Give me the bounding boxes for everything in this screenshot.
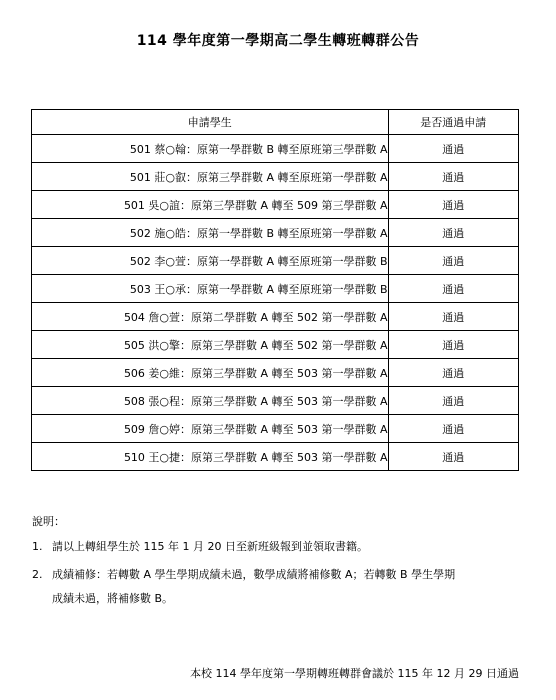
- row-status: 通過: [388, 359, 518, 387]
- footer-approval-note: 本校 114 學年度第一學期轉班轉群會議於 115 年 12 月 29 日通過: [190, 667, 519, 680]
- transfer-table: [31, 109, 519, 471]
- note-text-continued: 成績未過，將補修數 B。: [52, 592, 174, 605]
- row-student: 508 張○程：原第三學群數 A 轉至 503 第一學群數 A: [32, 387, 389, 415]
- row-status: 通過: [388, 191, 518, 219]
- table-row: [32, 331, 519, 359]
- table-row: [32, 359, 519, 387]
- row-status: 通過: [388, 443, 518, 471]
- table-row: [32, 191, 519, 219]
- row-student: 510 王○捷：原第三學群數 A 轉至 503 第一學群數 A: [32, 443, 389, 471]
- row-status: 通過: [388, 135, 518, 163]
- note-line: [32, 535, 522, 559]
- row-student: 501 吳○誼：原第三學群數 A 轉至 509 第三學群數 A: [32, 191, 389, 219]
- row-student: 505 洪○擎：原第三學群數 A 轉至 502 第一學群數 A: [32, 331, 389, 359]
- note-text: 成績補修：若轉數 A 學生學期成績未過，數學成績將補修數 A；若轉數 B 學生學期: [52, 568, 456, 581]
- row-status: 通過: [388, 303, 518, 331]
- notes-label: 說明：: [32, 515, 65, 528]
- table-row: [32, 415, 519, 443]
- row-status: 通過: [388, 247, 518, 275]
- row-status: 通過: [388, 275, 518, 303]
- row-student: 506 姜○維：原第三學群數 A 轉至 503 第一學群數 A: [32, 359, 389, 387]
- table-row: [32, 387, 519, 415]
- row-status: 通過: [388, 331, 518, 359]
- note-line: [32, 563, 522, 587]
- row-status: 通過: [388, 387, 518, 415]
- row-student: 501 莊○叡：原第三學群數 A 轉至原班第一學群數 A: [32, 163, 389, 191]
- page-title: 114 學年度第一學期高二學生轉班轉群公告: [136, 33, 420, 49]
- table-row: [32, 219, 519, 247]
- table-row: [32, 247, 519, 275]
- table-row: [32, 275, 519, 303]
- header-student: 申請學生: [32, 110, 389, 135]
- row-status: 通過: [388, 415, 518, 443]
- note-text: 請以上轉組學生於 115 年 1 月 20 日至新班級報到並領取書籍。: [52, 540, 368, 553]
- table-row: [32, 303, 519, 331]
- note-item-2: [32, 563, 522, 611]
- row-status: 通過: [388, 219, 518, 247]
- table-row: [32, 163, 519, 191]
- row-student: 509 詹○婷：原第三學群數 A 轉至 503 第一學群數 A: [32, 415, 389, 443]
- note-number: 2.: [32, 568, 43, 581]
- note-number: 1.: [32, 540, 43, 553]
- header-status: 是否通過申請: [388, 110, 518, 135]
- row-student: 504 詹○萱：原第二學群數 A 轉至 502 第一學群數 A: [32, 303, 389, 331]
- row-status: 通過: [388, 163, 518, 191]
- row-student: 501 蔡○翰：原第一學群數 B 轉至原班第三學群數 A: [32, 135, 389, 163]
- table-row: [32, 135, 519, 163]
- row-student: 502 施○皓：原第一學群數 B 轉至原班第一學群數 A: [32, 219, 389, 247]
- table-row: [32, 443, 519, 471]
- table-header-row: [32, 110, 519, 135]
- row-student: 503 王○承：原第一學群數 A 轉至原班第一學群數 B: [32, 275, 389, 303]
- row-student: 502 李○萱：原第一學群數 A 轉至原班第一學群數 B: [32, 247, 389, 275]
- note-item-1: [32, 535, 522, 559]
